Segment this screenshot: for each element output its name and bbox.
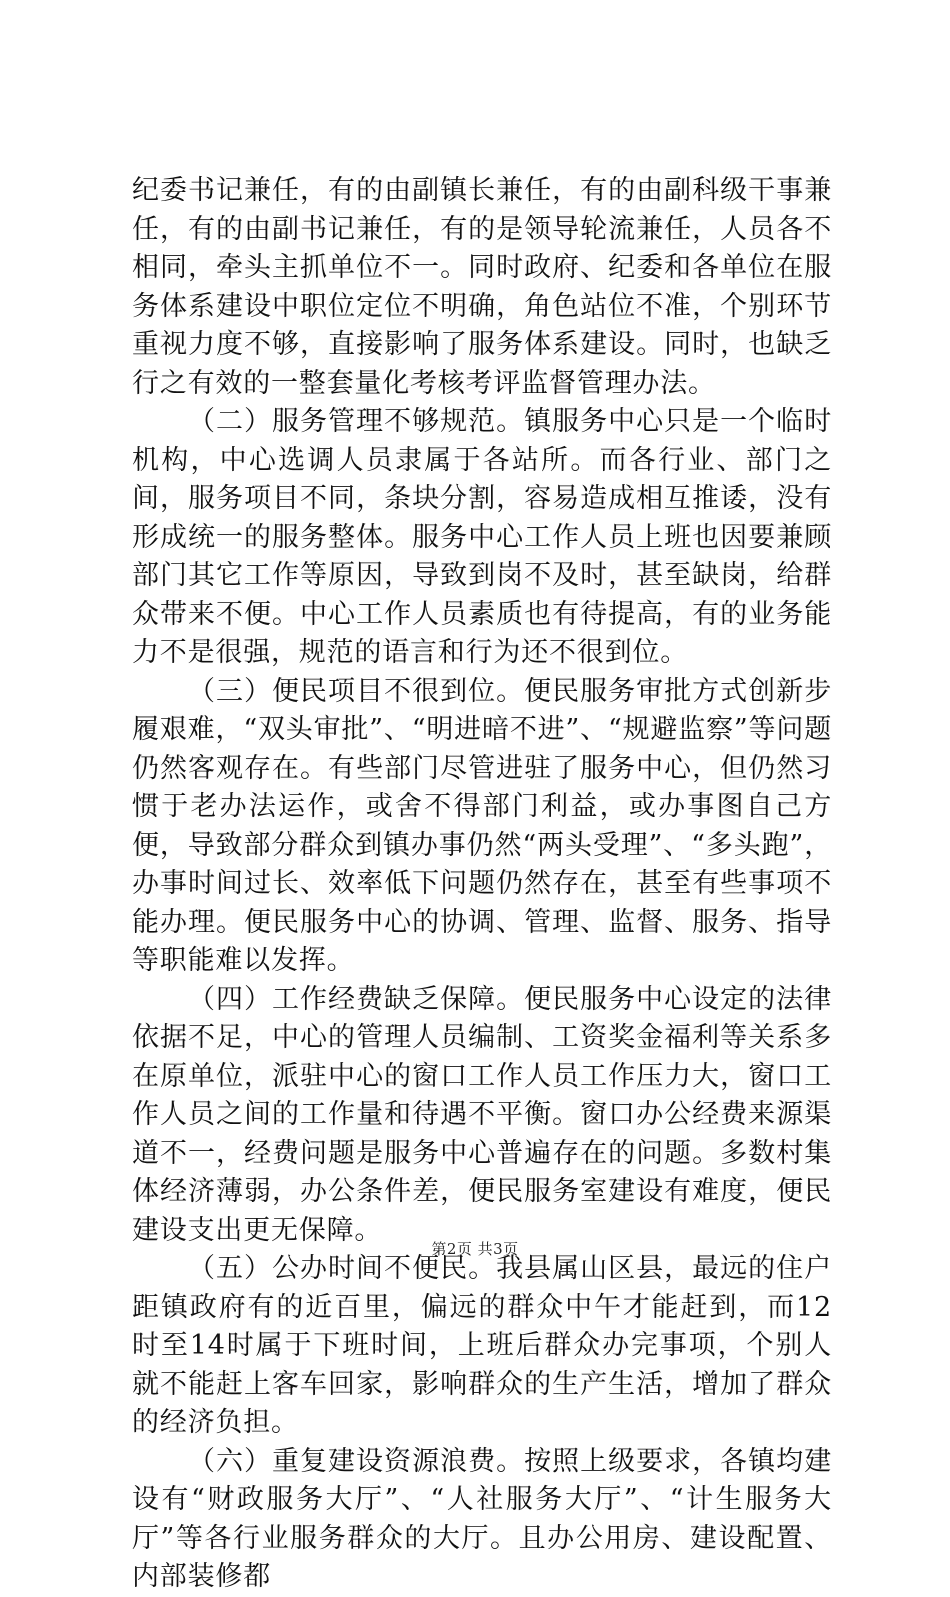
paragraph-continuation: 纪委书记兼任，有的由副镇长兼任，有的由副科级干事兼任，有的由副书记兼任，有的是领导轮流兼任，人员各不相同，牵头主抓单位不一。同时政府、纪委和各单位在服务体系建设中职位定位不明确，角色站位不准，个别环节重视力度不够，直接影响了服务体系建设。同时，也缺乏行之有效的一整套量化考核考评监督管理办法。 bbox=[132, 175, 832, 399]
paragraph-office-hours: （五）公办时间不便民。我县属山区县，最远的住户距镇政府有的近百里，偏远的群众中午才能赶到，而12时至14时属于下班时间，上班后群众办完事项，个别人就不能赶上客车回家，影响群众的生产生活，增加了群众的经济负担。 bbox=[132, 1253, 832, 1438]
document-body bbox=[132, 172, 832, 1597]
paragraph-duplicate-construction: （六）重复建设资源浪费。按照上级要求，各镇均建设有“财政服务大厅”、“人社服务大厅”、“计生服务大厅”等各行业服务群众的大厅。且办公用房、建设配置、内部装修都 bbox=[132, 1445, 832, 1592]
paragraph-convenience-projects: （三）便民项目不很到位。便民服务审批方式创新步履艰难，“双头审批”、“明进暗不进”、“规避监察”等问题仍然客观存在。有些部门尽管进驻了服务中心，但仍然习惯于老办法运作，或舍不得部门利益，或办事图自己方便，导致部分群众到镇办事仍然“两头受理”、“多头跑”，办事时间过长、效率低下问题仍然存在，甚至有些事项不能办理。便民服务中心的协调、管理、监督、服务、指导等职能难以发挥。 bbox=[132, 675, 832, 976]
paragraph-service-management: （二）服务管理不够规范。镇服务中心只是一个临时机构，中心选调人员隶属于各站所。而各行业、部门之间，服务项目不同，条块分割，容易造成相互推诿，没有形成统一的服务整体。服务中心工作人员上班也因要兼顾部门其它工作等原因，导致到岗不及时，甚至缺岗，给群众带来不便。中心工作人员素质也有待提高，有的业务能力不是很强，规范的语言和行为还不很到位。 bbox=[132, 406, 832, 668]
paragraph-funding: （四）工作经费缺乏保障。便民服务中心设定的法律依据不足，中心的管理人员编制、工资奖金福利等关系多在原单位，派驻中心的窗口工作人员工作压力大，窗口工作人员之间的工作量和待遇不平衡。窗口办公经费来源渠道不一，经费问题是服务中心普遍存在的问题。多数村集体经济薄弱，办公条件差，便民服务室建设有难度，便民建设支出更无保障。 bbox=[132, 983, 832, 1246]
page-number-footer: 第2页 共3页 bbox=[431, 1240, 519, 1258]
